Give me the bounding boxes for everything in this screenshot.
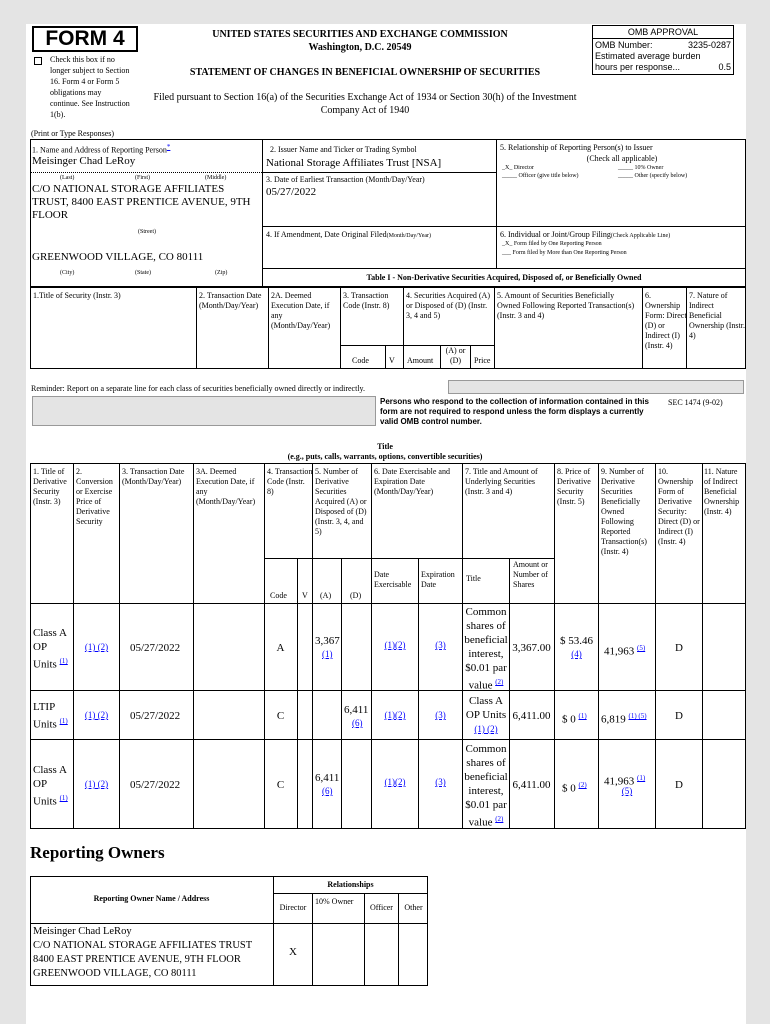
owner-line-3: 8400 EAST PRENTICE AVENUE, 9TH FLOOR (33, 954, 241, 965)
t1-h2a: 2A. Deemed Execution Date, if any (Month/Day/Year) (271, 291, 331, 330)
row3-title-fn[interactable]: (1) (59, 794, 68, 802)
row3-a-fn[interactable]: (6) (322, 786, 333, 796)
statement-title: STATEMENT OF CHANGES IN BENEFICIAL OWNERSHIP OF SECURITIES (189, 67, 541, 78)
t2-a: (A) (320, 591, 332, 600)
t2-exp: Expiration Date (421, 570, 455, 589)
owner-line-4: GREENWOOD VILLAGE, CO 80111 (33, 968, 197, 979)
t2-h10: 10. Ownership Form of Derivative Security: Direct (D) or Indirect (I) (Instr. 4) (658, 467, 700, 546)
t1-amount: Amount (407, 356, 434, 365)
t2-h3a: 3A. Deemed Execution Date, if any (Month/Day/Year) (196, 467, 256, 506)
form-title: FORM 4 (45, 27, 125, 50)
section2-label: 2. Issuer Name and Ticker or Trading Symbol (270, 145, 417, 154)
one-person-check[interactable]: _X_ Form filed by One Reporting Person (502, 241, 602, 247)
section1-footnote-link[interactable]: * (166, 143, 171, 151)
other-check[interactable]: _____ Other (specify below) (618, 173, 688, 179)
row3-a: 6,411 (315, 772, 340, 784)
t2-code: Code (270, 591, 287, 600)
t2-title: Title (466, 574, 481, 583)
reminder-field (448, 380, 744, 394)
row1-a: 3,367 (315, 635, 340, 647)
section6-label-text: 6. Individual or Joint/Group Filing (500, 230, 611, 239)
row1-und-title: Common shares of beneficial interest, $0.01 par value (464, 606, 508, 692)
row3-exp[interactable]: (3) (435, 777, 446, 787)
section4-label-text: 4. If Amendment, Date Original Filed (266, 230, 387, 239)
omb-number-label: OMB Number: (595, 40, 653, 50)
relationships-header: Relationships (327, 880, 374, 889)
row1-und-fn[interactable]: (2) (495, 678, 504, 686)
row2-exp[interactable]: (3) (435, 710, 446, 720)
section5-sub: (Check all applicable) (586, 154, 658, 163)
t1-h7: 7. Nature of Indirect Beneficial Ownership (Instr. 4) (689, 291, 745, 340)
reporting-person-city: GREENWOOD VILLAGE, CO 80111 (32, 251, 204, 263)
row1-form: D (675, 642, 683, 654)
reporting-owners-heading: Reporting Owners (30, 843, 165, 862)
row1-title-fn[interactable]: (1) (59, 657, 68, 665)
row1-exp[interactable]: (3) (435, 640, 446, 650)
t2-h11: 11. Nature of Indirect Beneficial Ownership (Instr. 4) (704, 467, 740, 516)
state-caption: (State) (135, 270, 151, 276)
city-caption: (City) (60, 270, 75, 276)
ten-pct-check[interactable]: _____ 10% Owner (618, 165, 664, 171)
owner-name-header: Reporting Owner Name / Address (93, 894, 210, 903)
checkbox-text: Check this box if no longer subject to Section 16. Form 4 or Form 5 obligations may continue. See Instruction 1(b). (50, 55, 130, 119)
table2-subtitle: (e.g., puts, calls, warrants, options, convertible securities) (287, 452, 483, 461)
row3-price: $ 0 (562, 782, 576, 795)
row1-price: $ 53.46 (560, 635, 593, 647)
row2-owned: 6,819 (601, 713, 626, 726)
section6-label (500, 230, 670, 240)
t1-h4: 4. Securities Acquired (A) or Disposed of (D) (Instr. 3, 4 and 5) (406, 291, 490, 320)
omb-burden-label: Estimated average burden (595, 51, 701, 61)
row1-und-amount: 3,367.00 (512, 642, 551, 654)
owner-address-block (33, 925, 252, 981)
row3-price-fn[interactable]: (2) (578, 781, 587, 789)
persons-notice: Persons who respond to the collection of information contained in this form are not required to respond unless the form displays a currently valid OMB control number. (380, 397, 649, 426)
row1-conv-fn[interactable]: (1) (2) (84, 642, 109, 652)
row2-date-ex[interactable]: (1)(2) (384, 710, 406, 720)
earliest-transaction-date: 05/27/2022 (266, 186, 317, 198)
no-longer-subject-checkbox[interactable] (34, 57, 42, 65)
row2-d-fn[interactable]: (6) (352, 718, 363, 728)
row3-code: C (276, 779, 285, 791)
t1-v: V (389, 356, 395, 365)
zip-caption: (Zip) (215, 270, 228, 276)
director-mark: X (289, 946, 297, 958)
issuer-name: National Storage Affiliates Trust [NSA] (266, 157, 442, 169)
reporting-person-name: Meisinger Chad LeRoy (32, 155, 136, 167)
omb-hours-label: hours per response... (595, 62, 681, 72)
row1-price-fn[interactable]: (4) (571, 649, 582, 659)
section3-label: 3. Date of Earliest Transaction (Month/Day/Year) (266, 175, 425, 184)
owner-line-1: Meisinger Chad LeRoy (33, 926, 132, 937)
officer-header: Officer (370, 903, 393, 912)
row3-form: D (675, 779, 683, 791)
row1-date: 05/27/2022 (130, 642, 181, 654)
form-title-box (32, 26, 138, 52)
row2-code: C (276, 710, 285, 722)
t1-h1: 1.Title of Security (Instr. 3) (33, 291, 121, 300)
first-caption: (First) (135, 175, 150, 181)
row1-a-fn[interactable]: (1) (322, 649, 333, 659)
row2-title: LTIP Units (33, 701, 57, 731)
t2-v: V (302, 591, 308, 600)
t2-h6: 6. Date Exercisable and Expiration Date (Month/Day/Year) (374, 467, 450, 496)
other-header: Other (404, 903, 423, 912)
row3-conv-fn[interactable]: (1) (2) (84, 779, 109, 789)
table2-title: Title (377, 442, 393, 451)
row2-price-fn[interactable]: (1) (578, 712, 587, 720)
t2-h9: 9. Number of Derivative Securities Beneficially Owned Following Reported Transaction(s) (Instr. 4) (601, 467, 647, 556)
t2-d: (D) (350, 591, 362, 600)
last-caption: (Last) (60, 175, 75, 181)
row2-price: $ 0 (562, 713, 576, 726)
section1-label (32, 142, 170, 156)
section6-label-small: (Check Applicable Line) (610, 233, 671, 239)
agency-city: Washington, D.C. 20549 (308, 42, 412, 53)
row2-date: 05/27/2022 (130, 710, 181, 722)
t1-h6: 6. Ownership Form: Direct (D) or Indirect (I) (Instr. 4) (645, 291, 687, 350)
row2-d: 6,411 (344, 704, 369, 716)
row1-owned-fn[interactable]: (5) (637, 644, 646, 652)
row3-und-fn[interactable]: (2) (495, 815, 504, 823)
agency-name: UNITED STATES SECURITIES AND EXCHANGE COMMISSION (212, 29, 508, 40)
t1-h5: 5. Amount of Securities Beneficially Owned Following Reported Transaction(s) (Instr. 3 and 4) (497, 291, 635, 320)
row3-owned-fn[interactable]: (1) (637, 774, 646, 782)
sec-code: SEC 1474 (9-02) (668, 398, 723, 407)
row3-date: 05/27/2022 (130, 779, 181, 791)
row1-owned: 41,963 (604, 645, 635, 658)
row2-und-amount: 6,411.00 (512, 710, 551, 722)
section4-label (266, 230, 431, 240)
t2-h2: 2. Conversion or Exercise Price of Derivative Security (76, 467, 113, 526)
owner-line-2: C/O NATIONAL STORAGE AFFILIATES TRUST (33, 940, 253, 951)
row2-und-fn[interactable]: (1) (2) (474, 724, 498, 734)
row2-owned-fn[interactable]: (1) (5) (628, 712, 647, 720)
officer-check[interactable]: _____ Officer (give title below) (502, 173, 579, 179)
middle-caption: (Middle) (205, 175, 227, 181)
director-header: Director (279, 903, 307, 912)
print-type: (Print or Type Responses) (31, 129, 115, 138)
t1-aord: (A) or (D) (445, 346, 466, 365)
omb-approval-box (592, 25, 734, 75)
t1-h2: 2. Transaction Date (Month/Day/Year) (199, 291, 262, 310)
t2-h5: 5. Number of Derivative Securities Acquired (A) or Disposed of (D) (Instr. 3, 4, and 5) (315, 467, 367, 536)
row1-title: Class A OP Units (33, 627, 67, 671)
t2-h8: 8. Price of Derivative Security (Instr. 5) (557, 467, 591, 506)
more-persons-check[interactable]: ___ Form filed by More than One Reporting Person (502, 250, 627, 256)
persons-field (32, 396, 376, 426)
t2-h3: 3. Transaction Date (Month/Day/Year) (122, 467, 185, 486)
row3-date-ex[interactable]: (1)(2) (384, 777, 406, 787)
reminder: Reminder: Report on a separate line for each class of securities beneficially owned directly or indirectly. (31, 384, 366, 393)
section1-label-text: 1. Name and Address of Reporting Person (32, 145, 167, 155)
omb-number: 3235-0287 (687, 40, 731, 50)
t2-h4: 4. Transaction Code (Instr. 8) (267, 467, 313, 496)
t1-h3: 3. Transaction Code (Instr. 8) (343, 291, 390, 310)
omb-title: OMB APPROVAL (593, 26, 733, 39)
t2-h1: 1. Title of Derivative Security (Instr. 3) (33, 467, 67, 506)
table1-title: Table I - Non-Derivative Securities Acquired, Disposed of, or Beneficially Owned (366, 273, 642, 282)
t2-date-ex: Date Exercisable (374, 570, 412, 589)
reporting-person-address: C/O NATIONAL STORAGE AFFILIATES TRUST, 8400 EAST PRENTICE AVENUE, 9TH FLOOR (32, 183, 251, 221)
section4-label-small: (Month/Day/Year) (386, 233, 432, 239)
row3-owned: 41,963 (604, 775, 635, 788)
ten-pct-header: 10% Owner (315, 897, 354, 906)
row1-code: A (276, 642, 285, 654)
row2-und-title: Class A OP Units (465, 695, 507, 721)
row3-und-amount: 6,411.00 (512, 779, 551, 791)
filed-pursuant: Filed pursuant to Section 16(a) of the Securities Exchange Act of 1934 or Section 30(h) of the Investment Company Act of 1940 (153, 92, 577, 116)
omb-hours: 0.5 (718, 62, 731, 72)
t1-code: Code (352, 356, 369, 365)
t2-amount-num: Amount or Number of Shares (513, 560, 548, 589)
row2-form: D (675, 710, 683, 722)
t2-h7: 7. Title and Amount of Underlying Securities (Instr. 3 and 4) (465, 467, 538, 496)
row3-und-title: Common shares of beneficial interest, $0.01 par value (464, 743, 508, 829)
row2-title-fn[interactable]: (1) (59, 717, 68, 725)
director-check[interactable]: _X_ Director (502, 165, 534, 171)
section5-label: 5. Relationship of Reporting Person(s) to Issuer (500, 143, 653, 152)
street-caption: (Street) (138, 229, 156, 235)
row2-conv-fn[interactable]: (1) (2) (84, 710, 109, 720)
t1-price: Price (474, 356, 491, 365)
row3-owned-fn2[interactable]: (5) (621, 786, 633, 796)
row1-date-ex[interactable]: (1)(2) (384, 640, 406, 650)
row3-title: Class A OP Units (33, 764, 67, 808)
